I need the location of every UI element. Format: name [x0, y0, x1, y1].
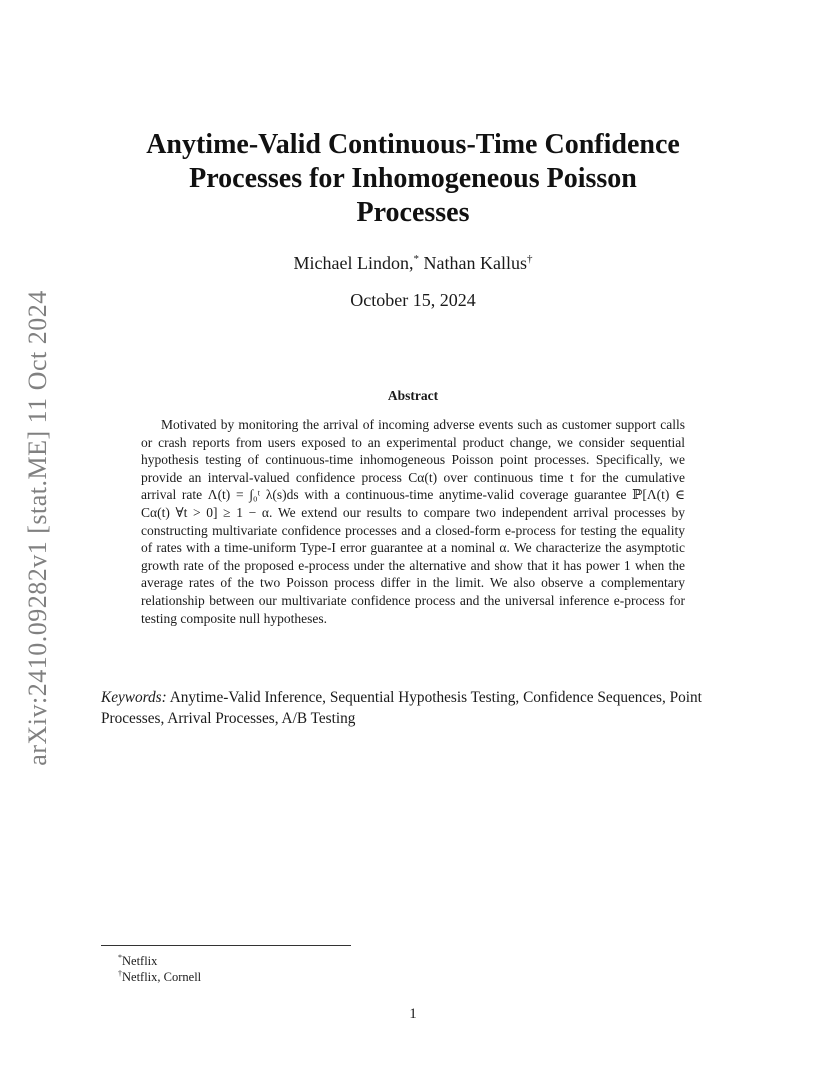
title-line-2: Processes for Inhomogeneous Poisson: [189, 163, 637, 194]
paper-title: [100, 128, 726, 230]
footnote-mark: †: [118, 969, 122, 978]
footnote-mark: *: [118, 953, 122, 962]
footnote-text: Netflix, Cornell: [122, 970, 202, 985]
abstract-heading: Abstract: [387, 388, 439, 403]
author-name: Michael Lindon,: [293, 253, 414, 273]
keywords: [101, 687, 727, 729]
keywords-label: Keywords:: [101, 689, 167, 706]
title-line-3: Processes: [356, 197, 470, 228]
keywords-list: Anytime-Valid Inference, Sequential Hypothesis Testing, Confidence Sequences, Point Processes, Arrival Processes, A/B Testing: [101, 689, 702, 727]
page-number: 1: [409, 1006, 417, 1022]
footnote-text: Netflix: [122, 954, 158, 969]
paper-date: October 15, 2024: [350, 290, 476, 310]
title-line-1: Anytime-Valid Continuous-Time Confidence: [146, 129, 680, 160]
author-footnote-mark: *: [413, 253, 419, 265]
footnote-divider: [101, 945, 351, 946]
author-list: [100, 253, 726, 274]
author-name: Nathan Kallus: [423, 253, 527, 273]
arxiv-identifier-stamp: arXiv:2410.09282v1 [stat.ME] 11 Oct 2024: [23, 290, 52, 766]
author-footnote-mark: †: [526, 253, 533, 265]
abstract-text: Motivated by monitoring the arrival of incoming adverse events such as customer support calls or crash reports from users exposed to an experimental product change, we consider sequential hypothesis testing of continuous-time inhomogeneous Poisson point processes. Specifically, we provide an interval-valued confidence process Cα(t) over continuous time t for the cumulative arrival rate Λ(t) = ∫₀ᵗ λ(s)ds with a continuous-time anytime-valid coverage guarantee ℙ[Λ(t) ∈ Cα(t) ∀t > 0] ≥ 1 − α. We extend our results to compare two independent arrival processes by constructing multivariate confidence processes and a closed-form e-process for testing the equality of rates with a time-uniform Type-I error guarantee at a nominal α. We characterize the asymptotic growth rate of the proposed e-process under the alternative and show that it has power 1 when the average rates of the two Poisson process differ in the limit. We also observe a complementary relationship between our multivariate confidence process and the universal inference e-process for testing composite null hypotheses.: [141, 417, 685, 626]
footnote: [118, 966, 201, 985]
